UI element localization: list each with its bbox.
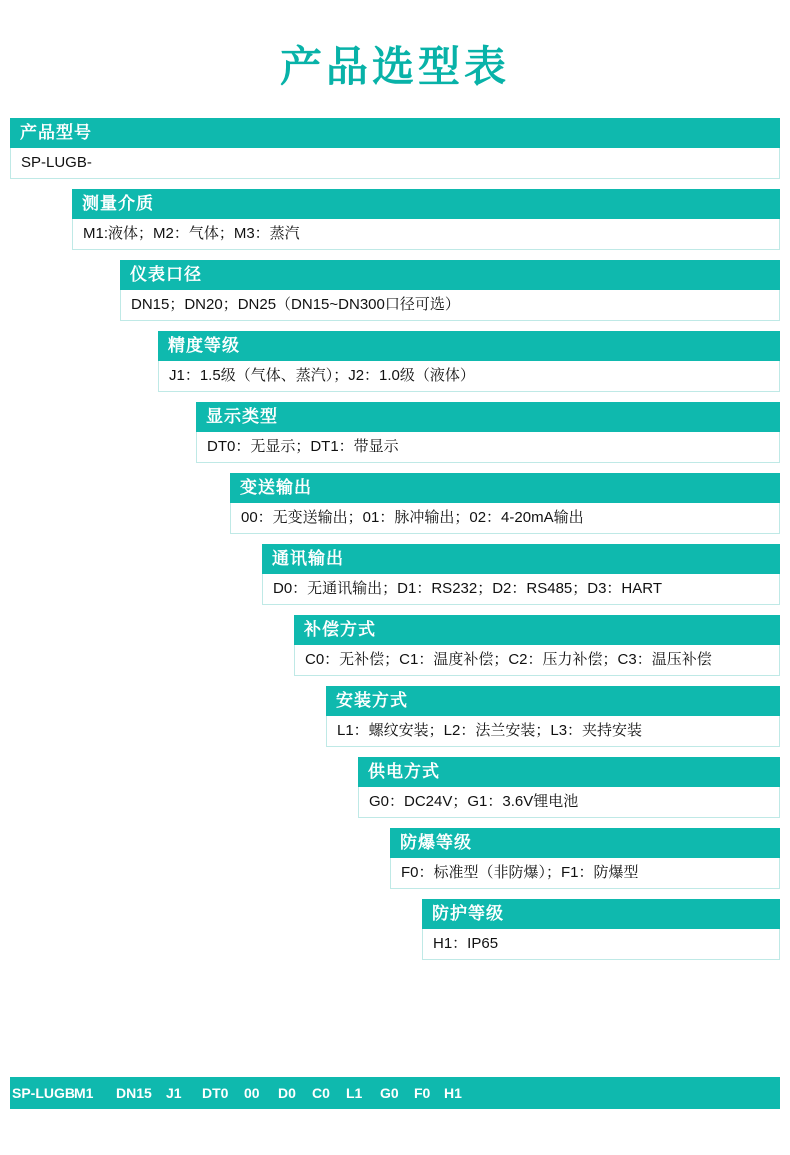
footer-code-item: D0: [278, 1085, 296, 1101]
spec-row-header: 显示类型: [196, 402, 780, 432]
spec-row: [358, 757, 780, 818]
spec-row-header: 精度等级: [158, 331, 780, 361]
spec-row: [120, 260, 780, 321]
spec-row: [294, 615, 780, 676]
spec-row-value: SP-LUGB-: [10, 148, 780, 179]
footer-code-item: G0: [380, 1085, 399, 1101]
selection-rows: [0, 118, 790, 960]
spec-row-value: H1：IP65: [422, 929, 780, 960]
spec-row-value: 00：无变送输出；01：脉冲输出；02：4-20mA输出: [230, 503, 780, 534]
footer-code-item: M1: [74, 1085, 94, 1101]
footer-code-item: SP-LUGB: [12, 1085, 75, 1101]
spec-row-value: J1：1.5级（气体、蒸汽）；J2：1.0级（液体）: [158, 361, 780, 392]
spec-row: [72, 189, 780, 250]
spec-row-value: M1:液体；M2：气体；M3：蒸汽: [72, 219, 780, 250]
spec-row-value: L1：螺纹安装；L2：法兰安装；L3：夹持安装: [326, 716, 780, 747]
spec-row-header: 安装方式: [326, 686, 780, 716]
footer-code-item: C0: [312, 1085, 330, 1101]
footer-code-item: F0: [414, 1085, 431, 1101]
footer-code-item: DN15: [116, 1085, 152, 1101]
footer-code-item: J1: [166, 1085, 182, 1101]
spec-row: [230, 473, 780, 534]
spec-row-header: 防护等级: [422, 899, 780, 929]
spec-row: [158, 331, 780, 392]
spec-row: [390, 828, 780, 889]
spec-row-value: F0：标准型（非防爆）；F1：防爆型: [390, 858, 780, 889]
spec-row-header: 供电方式: [358, 757, 780, 787]
spec-row-header: 补偿方式: [294, 615, 780, 645]
spec-row-header: 通讯输出: [262, 544, 780, 574]
spec-row: [196, 402, 780, 463]
page-title: 产品选型表: [279, 43, 510, 90]
spec-row-value: C0：无补偿；C1：温度补偿；C2：压力补偿；C3：温压补偿: [294, 645, 780, 676]
spec-row-value: G0：DC24V；G1：3.6V锂电池: [358, 787, 780, 818]
spec-row-header: 变送输出: [230, 473, 780, 503]
footer-code-item: L1: [346, 1085, 363, 1101]
spec-row-header: 防爆等级: [390, 828, 780, 858]
footer-code-strip: [10, 1077, 780, 1109]
spec-row-value: D0：无通讯输出；D1：RS232；D2：RS485；D3：HART: [262, 574, 780, 605]
spec-row-header: 测量介质: [72, 189, 780, 219]
spec-row-value: DT0：无显示；DT1：带显示: [196, 432, 780, 463]
spec-row-value: DN15；DN20；DN25（DN15~DN300口径可选）: [120, 290, 780, 321]
footer-code-item: DT0: [202, 1085, 229, 1101]
spec-row-header: 仪表口径: [120, 260, 780, 290]
spec-row-header: 产品型号: [10, 118, 780, 148]
spec-row: [422, 899, 780, 960]
spec-row: [326, 686, 780, 747]
footer-code-item: H1: [444, 1085, 462, 1101]
footer-code-item: 00: [244, 1085, 260, 1101]
spec-row: [10, 118, 780, 179]
spec-row: [262, 544, 780, 605]
